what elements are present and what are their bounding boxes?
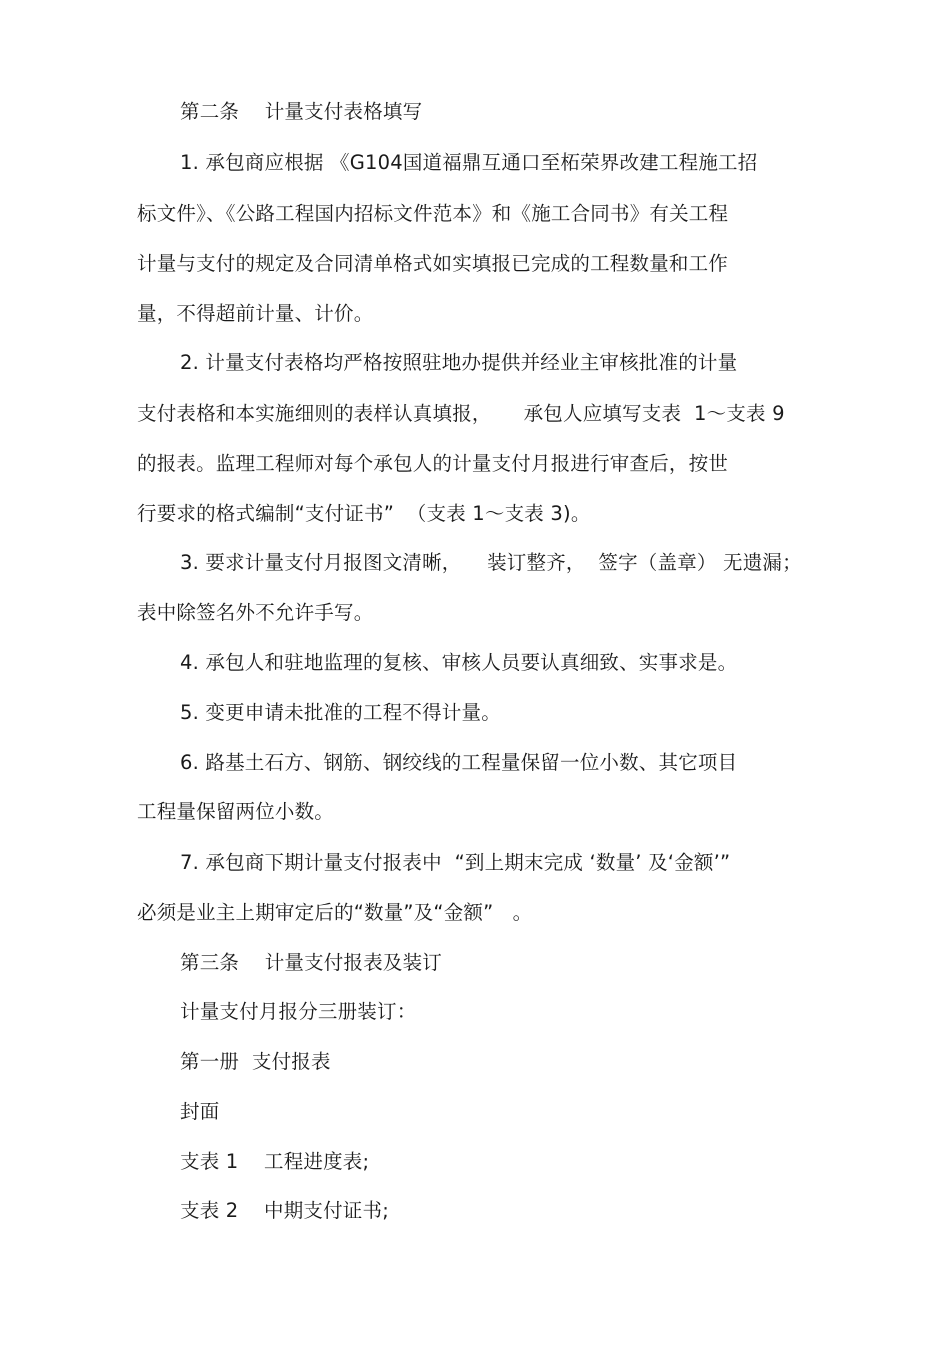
article-heading-3: 第三条 计量支付报表及装订 (180, 951, 442, 974)
paragraph-line: 4. 承包人和驻地监理的复核、审核人员要认真细致、实事求是。 (180, 651, 738, 674)
paragraph-line: 1. 承包商应根据 《G104国道福鼎互通口至柘荣界改建工程施工招 (180, 151, 758, 174)
paragraph-line: 计量支付月报分三册装订： (180, 1000, 417, 1023)
volume-heading: 第一册 支付报表 (180, 1050, 331, 1073)
paragraph-line: 的报表。监理工程师对每个承包人的计量支付月报进行审查后，按世 (137, 452, 729, 475)
paragraph-line: 行要求的格式编制“支付证书” （支表 1～支表 3)。 (137, 502, 591, 525)
paragraph-line: 5. 变更申请未批准的工程不得计量。 (180, 701, 501, 724)
list-item: 封面 (180, 1100, 220, 1123)
paragraph-line: 量，不得超前计量、计价。 (137, 302, 374, 325)
paragraph-line: 6. 路基土石方、钢筋、钢绞线的工程量保留一位小数、其它项目 (180, 751, 738, 774)
paragraph-line: 2. 计量支付表格均严格按照驻地办提供并经业主审核批准的计量 (180, 351, 738, 374)
paragraph-line: 支付表格和本实施细则的表样认真填报， 承包人应填写支表 1～支表 9 (137, 402, 785, 425)
list-item: 支表 1 工程进度表; (180, 1150, 370, 1173)
paragraph-line: 表中除签名外不允许手写。 (137, 601, 374, 624)
paragraph-line: 计量与支付的规定及合同清单格式如实填报已完成的工程数量和工作 (137, 252, 729, 275)
paragraph-line: 3. 要求计量支付月报图文清晰， 装订整齐， 签字（盖章） 无遗漏； (180, 551, 802, 574)
paragraph-line: 必须是业主上期审定后的“数量”及“金额” 。 (137, 901, 533, 924)
list-item: 支表 2 中期支付证书; (180, 1199, 389, 1222)
paragraph-line: 工程量保留两位小数。 (137, 800, 335, 823)
paragraph-line: 7. 承包商下期计量支付报表中 “到上期末完成 ‘数量’ 及‘金额’” (180, 851, 731, 874)
article-heading-2: 第二条 计量支付表格填写 (180, 100, 423, 123)
paragraph-line: 标文件》、《公路工程国内招标文件范本》和《施工合同书》有关工程 (137, 202, 729, 225)
